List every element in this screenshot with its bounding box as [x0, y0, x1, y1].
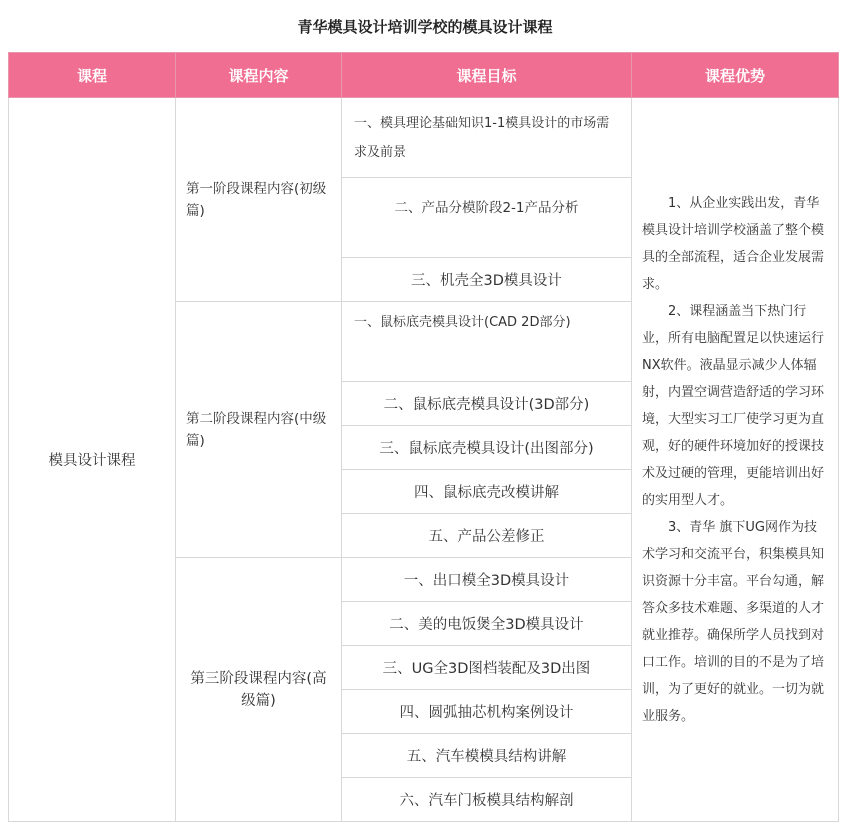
stage-2-goal-1: 一、鼠标底壳模具设计(CAD 2D部分) [342, 302, 632, 382]
stage-2-goal-5: 五、产品公差修正 [342, 514, 632, 558]
stage-3-goal-2: 二、美的电饭煲全3D模具设计 [342, 602, 632, 646]
stage-2-name: 第二阶段课程内容(中级篇) [176, 302, 342, 558]
header-course: 课程 [9, 53, 176, 98]
table-header-row [9, 53, 839, 98]
header-course-content: 课程内容 [176, 53, 342, 98]
stage-1-goal-3: 三、机壳全3D模具设计 [342, 258, 632, 302]
header-course-goal: 课程目标 [342, 53, 632, 98]
page-title: 青华模具设计培训学校的模具设计课程 [297, 18, 553, 36]
advantage-paragraph-1: 1、从企业实践出发，青华模具设计培训学校涵盖了整个模具的全部流程，适合企业发展需求。 [642, 195, 825, 292]
advantage-paragraph-3: 3、青华 旗下UG网作为技术学习和交流平台，积集模具知识资源十分丰富。平台勾通，解答众多技术难题、多渠道的人才就业推荐。确保所学人员找到对口工作。培训的目的不是为了培训，为了更好的就业。一切为就业服务。 [642, 519, 825, 724]
advantage-paragraph-2: 2、课程涵盖当下热门行业，所有电脑配置足以快速运行NX软件。液晶显示减少人体辐射，内置空调营造舒适的学习环境，大型实习工厂使学习更为直观，好的硬件环境加好的授课技术及过硬的管理，更能培训出好的实用型人才。 [642, 303, 825, 508]
stage-3-goal-1: 一、出口模全3D模具设计 [342, 558, 632, 602]
stage-2-goal-2: 二、鼠标底壳模具设计(3D部分) [342, 382, 632, 426]
stage-1-goal-2: 二、产品分模阶段2-1产品分析 [342, 178, 632, 258]
course-name-cell: 模具设计课程 [9, 98, 176, 822]
stage-1-name: 第一阶段课程内容(初级篇) [176, 98, 342, 302]
course-table [8, 52, 839, 822]
stage-3-goal-4: 四、圆弧抽芯机构案例设计 [342, 690, 632, 734]
stage-2-goal-3: 三、鼠标底壳模具设计(出图部分) [342, 426, 632, 470]
stage-3-name: 第三阶段课程内容(高级篇) [176, 558, 342, 822]
stage-3-goal-3: 三、UG全3D图档装配及3D出图 [342, 646, 632, 690]
header-course-advantage: 课程优势 [632, 53, 839, 98]
stage-1-goal-1: 一、模具理论基础知识1-1模具设计的市场需求及前景 [342, 98, 632, 178]
stage-3-goal-5: 五、汽车模模具结构讲解 [342, 734, 632, 778]
stage-2-goal-4: 四、鼠标底壳改模讲解 [342, 470, 632, 514]
table-row [9, 98, 839, 178]
stage-3-goal-6: 六、汽车门板模具结构解剖 [342, 778, 632, 822]
course-advantages-cell [632, 98, 839, 822]
